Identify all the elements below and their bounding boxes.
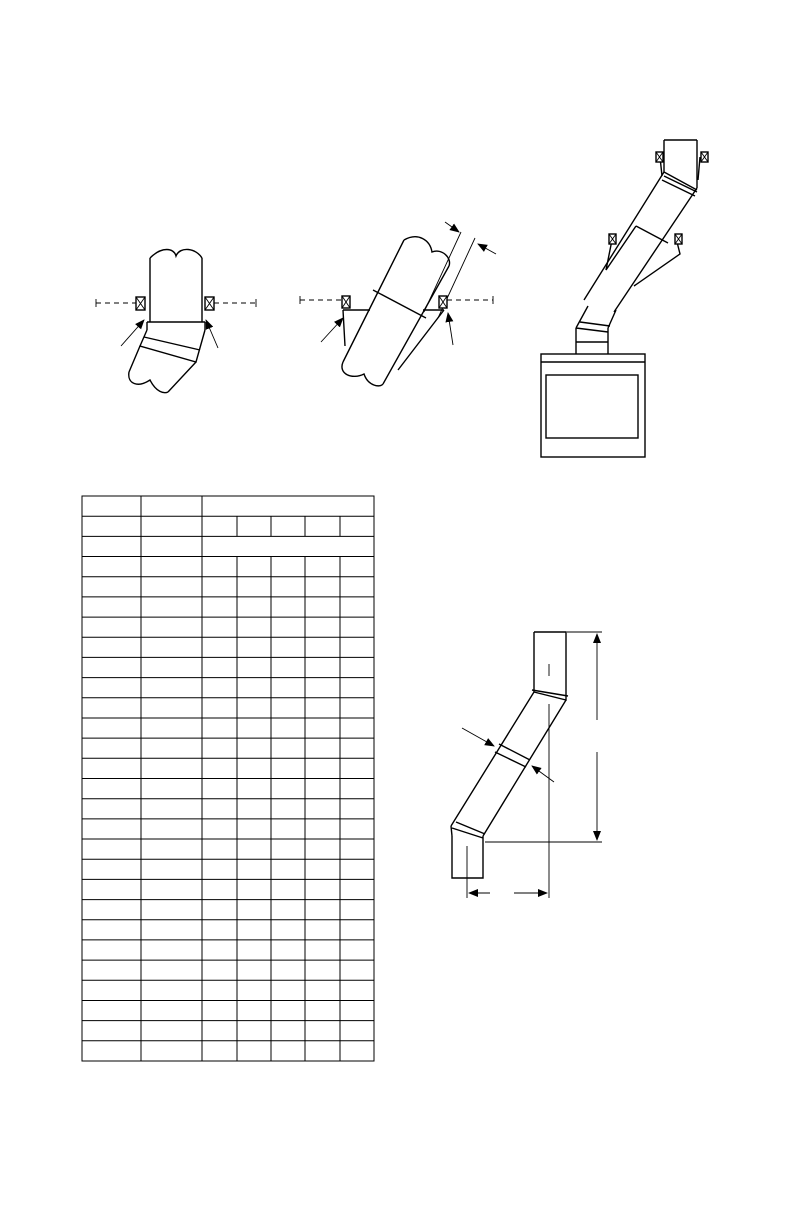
fig-offset-joint-vertical xyxy=(96,249,256,392)
table xyxy=(82,496,374,1061)
fig-offset-dimension-diagram xyxy=(451,632,602,898)
appliance-window xyxy=(546,375,638,438)
fig-offset-installation-on-appliance xyxy=(541,140,708,457)
appliance-body xyxy=(541,354,645,457)
fig-offset-joint-angled xyxy=(300,222,496,386)
